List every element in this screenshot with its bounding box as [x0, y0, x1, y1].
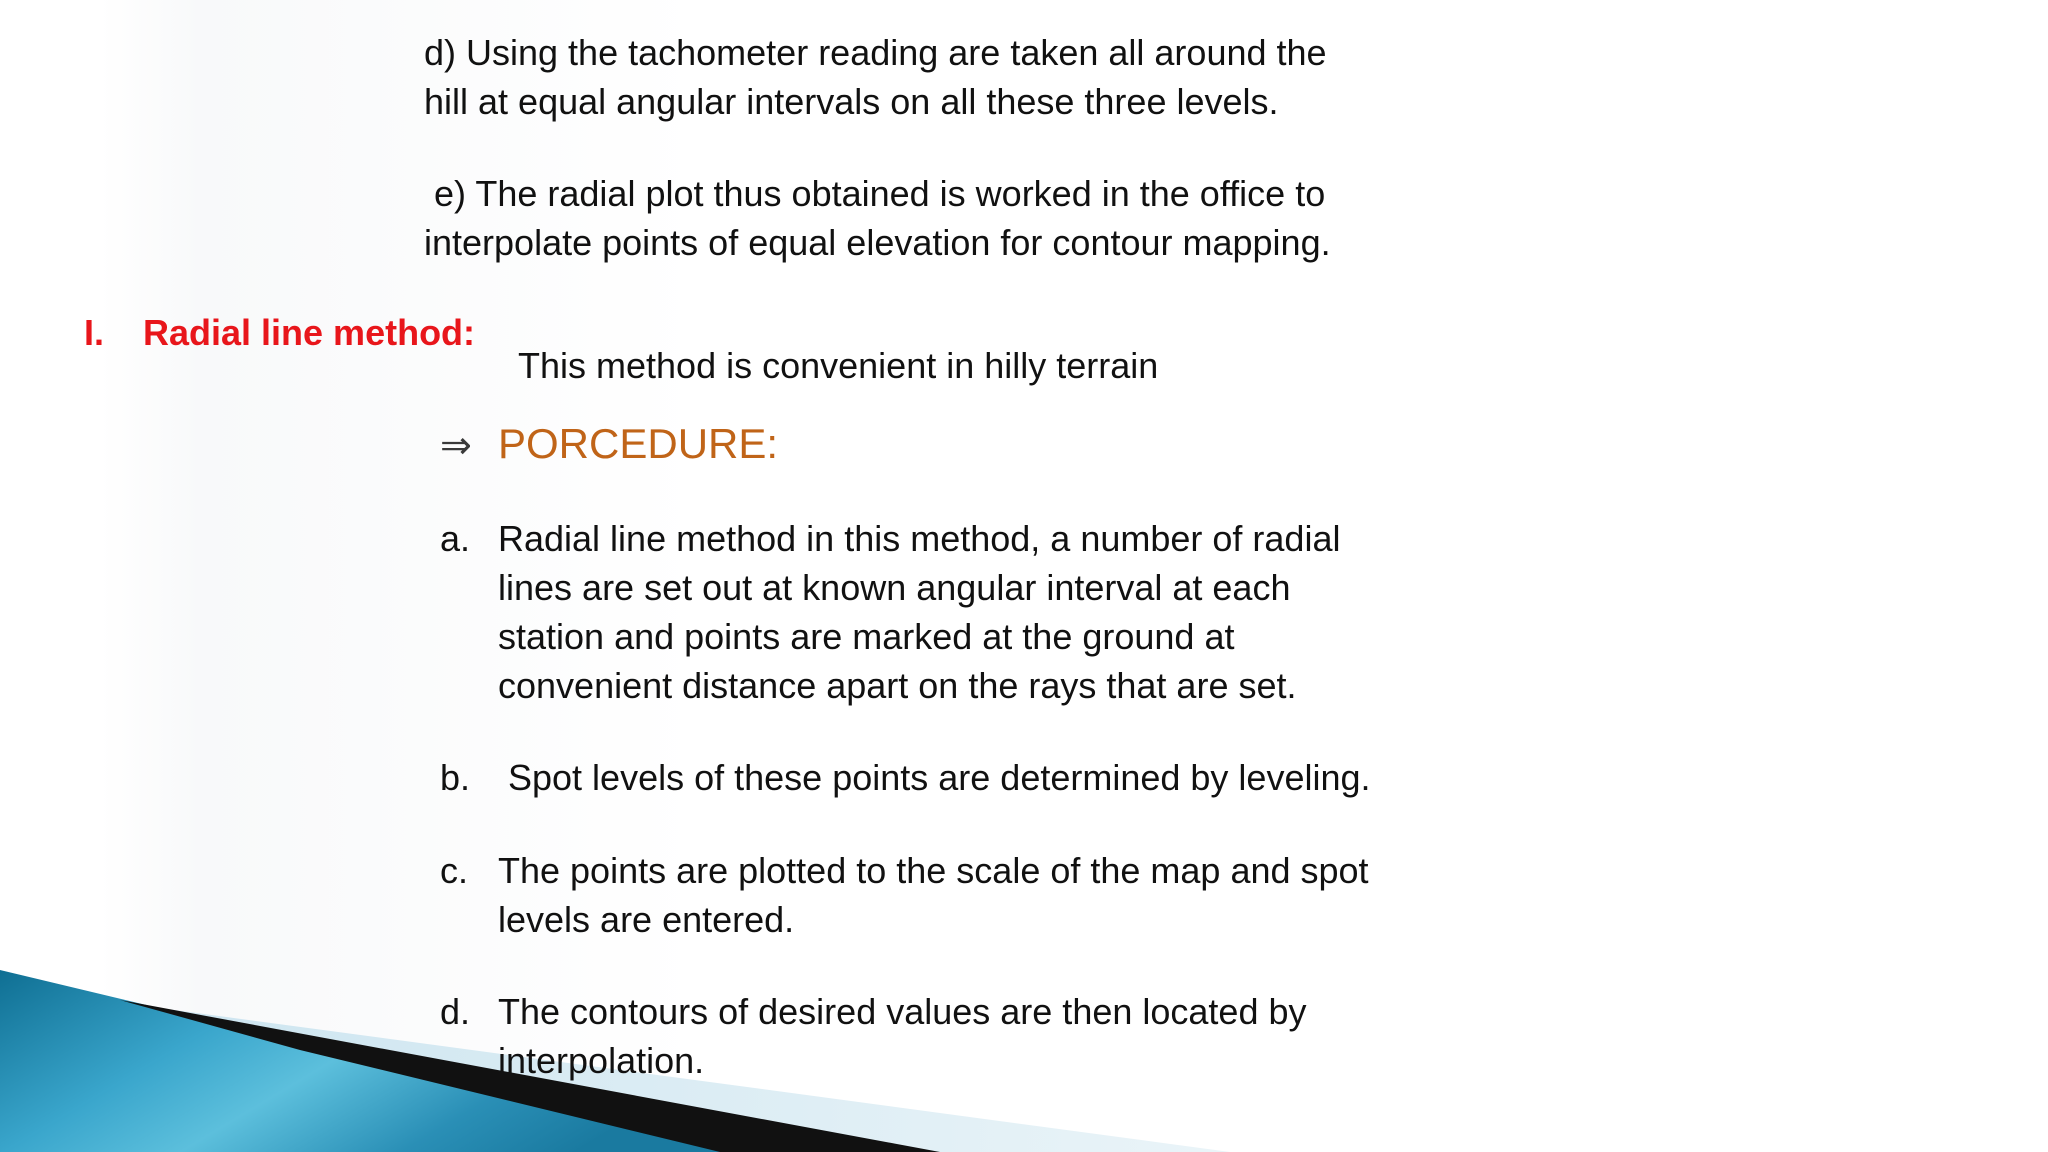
section-heading	[84, 308, 475, 357]
section-title: Radial line method:	[143, 312, 476, 353]
implies-arrow-icon: ⇒	[440, 425, 472, 467]
procedure-item-d	[440, 987, 1307, 1085]
item-d-line-2: interpolation.	[498, 1040, 705, 1081]
item-c-line-2: levels are entered.	[498, 899, 795, 940]
section-subtitle: This method is convenient in hilly terrain	[518, 345, 1159, 386]
item-marker: d.	[440, 991, 471, 1032]
item-b-line-1: Spot levels of these points are determined by leveling.	[508, 757, 1371, 798]
section-number: I.	[84, 312, 105, 353]
item-c-line-1: The points are plotted to the scale of the map and spot	[498, 850, 1369, 891]
item-a-line-1: Radial line method in this method, a number of radial	[498, 518, 1341, 559]
item-a-line-2: lines are set out at known angular interval at each	[498, 567, 1291, 608]
item-marker: c.	[440, 850, 469, 891]
item-d-line-1: The contours of desired values are then located by	[498, 991, 1307, 1032]
item-marker: a.	[440, 518, 471, 559]
item-a-line-3: station and points are marked at the ground at	[498, 616, 1235, 657]
intro-e-line-2: interpolate points of equal elevation for contour mapping.	[424, 222, 1331, 263]
intro-d-line-1: d) Using the tachometer reading are taken all around the	[424, 32, 1327, 73]
intro-d-line-2: hill at equal angular intervals on all these three levels.	[424, 81, 1279, 122]
procedure-item-b	[440, 753, 1371, 802]
procedure-item-c	[440, 846, 1369, 944]
procedure-heading	[440, 416, 778, 474]
item-marker: b.	[440, 757, 471, 798]
item-a-line-4: convenient distance apart on the rays that are set.	[498, 665, 1297, 706]
intro-e-line-1: e) The radial plot thus obtained is worked in the office to	[424, 173, 1326, 214]
procedure-label: PORCEDURE:	[498, 420, 779, 467]
procedure-item-a	[440, 514, 1340, 710]
